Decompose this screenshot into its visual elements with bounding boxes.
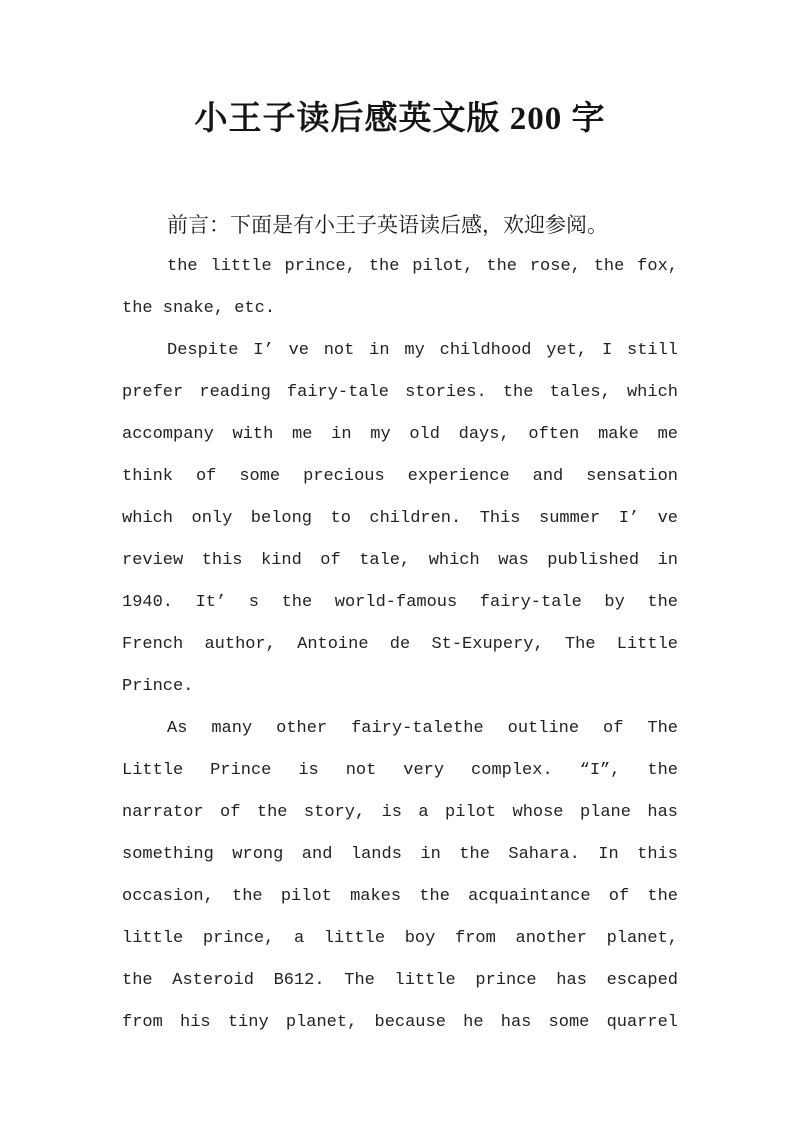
text-line: Little Prince is not very complex. “I”, the	[122, 761, 678, 780]
text-line: narrator of the story, is a pilot whose plane has	[122, 803, 678, 822]
text-line: prefer reading fairy-tale stories. the tales, which	[122, 383, 678, 402]
document-title: 小王子读后感英文版 200 字	[194, 101, 606, 137]
document-body	[0, 204, 800, 1044]
text-line: think of some precious experience and sensation	[122, 467, 678, 486]
text-line: something wrong and lands in the Sahara. In this	[122, 845, 678, 864]
text-line: which only belong to children. This summer I’ ve	[122, 509, 678, 528]
text-line: French author, Antoine de St-Exupery, The Little	[122, 635, 678, 654]
text-line: review this kind of tale, which was published in	[122, 551, 678, 570]
text-line: accompany with me in my old days, often make me	[122, 425, 678, 444]
text-line: the snake, etc.	[122, 299, 276, 318]
text-line: the little prince, the pilot, the rose, the fox,	[167, 257, 678, 276]
text-line: little prince, a little boy from another planet,	[122, 929, 678, 948]
text-line: Despite I’ ve not in my childhood yet, I still	[167, 341, 678, 360]
text-line: from his tiny planet, because he has some quarrel	[122, 1013, 678, 1032]
text-line: occasion, the pilot makes the acquaintance of the	[122, 887, 678, 906]
text-line: Prince.	[122, 677, 194, 696]
text-line: 1940. It’ s the world-famous fairy-tale by the	[122, 593, 678, 612]
text-line: As many other fairy-talethe outline of The	[167, 719, 678, 738]
text-line: the Asteroid B612. The little prince has escaped	[122, 971, 678, 990]
preface-line: 前言：下面是有小王子英语读后感，欢迎参阅。	[167, 213, 608, 237]
